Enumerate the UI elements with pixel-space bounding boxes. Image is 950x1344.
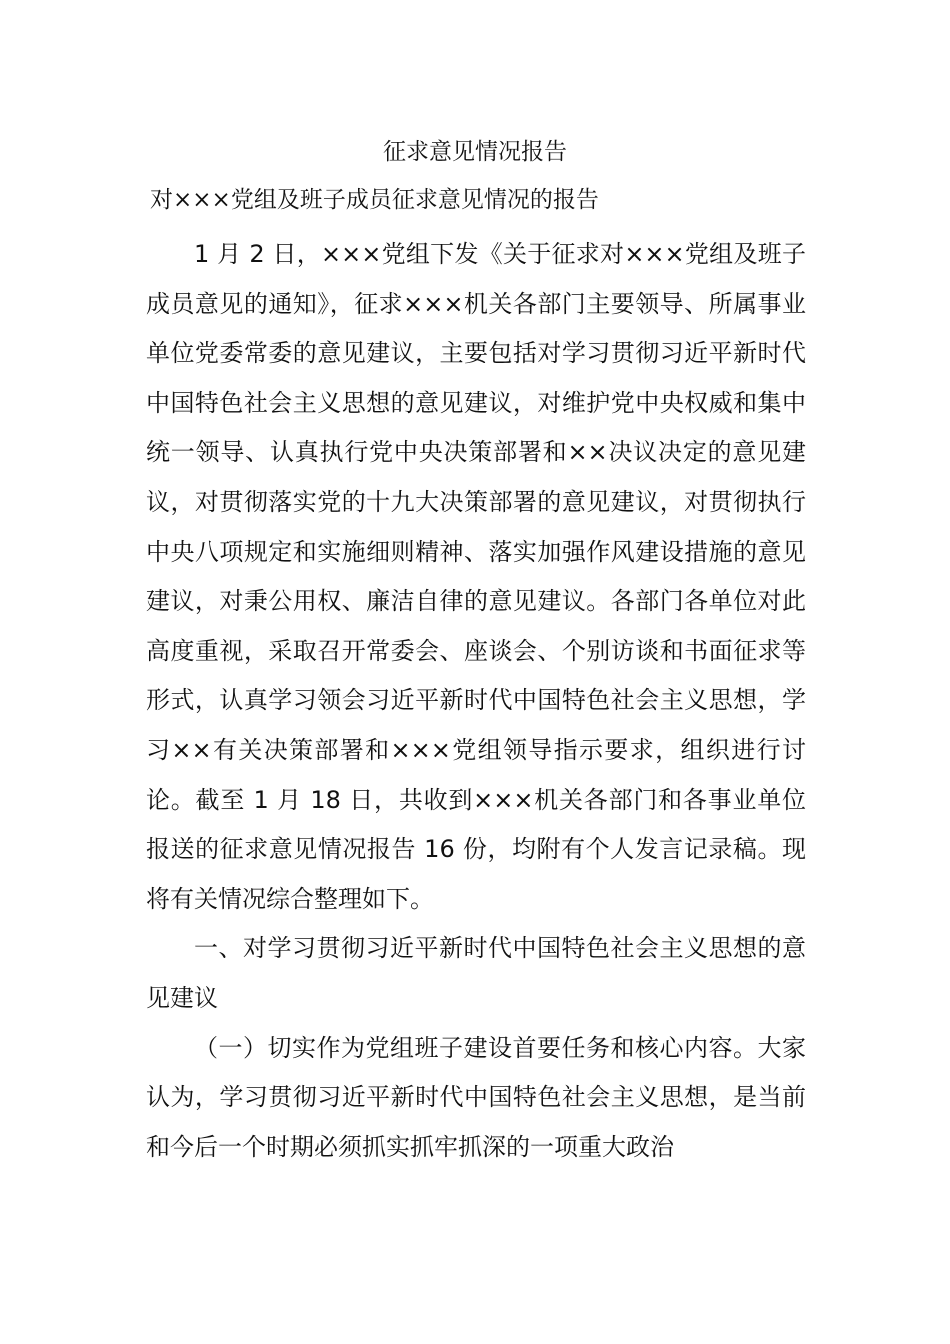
document-subtitle: 对×××党组及班子成员征求意见情况的报告 bbox=[150, 187, 599, 213]
document-title: 征求意见情况报告 bbox=[383, 139, 567, 165]
section-heading-1: 一、对学习贯彻习近平新时代中国特色社会主义思想的意见建议 bbox=[146, 934, 806, 1012]
paragraph-subsection-1: （一）切实作为党组班子建设首要任务和核心内容。大家认为，学习贯彻习近平新时代中国特色社会主义思想，是当前和今后一个时期必须抓实抓牢抓深的一项重大政治 bbox=[146, 1033, 806, 1161]
paragraph-intro: 1 月 2 日，×××党组下发《关于征求对×××党组及班子成员意见的通知》，征求×××机关各部门主要领导、所属事业单位党委常委的意见建议，主要包括对学习贯彻习近平新时代中国特色社会主义思想的意见建议，对维护党中央权威和集中统一领导、认真执行党中央决策部署和××决议决定的意见建议，对贯彻落实党的十九大决策部署的意见建议，对贯彻执行中央八项规定和实施细则精神、落实加强作风建设措施的意见建议，对秉公用权、廉洁自律的意见建议。各部门各单位对此高度重视，采取召开常委会、座谈会、个别访谈和书面征求等形式，认真学习领会习近平新时代中国特色社会主义思想，学习××有关决策部署和×××党组领导指示要求，组织进行讨论。截至 1 月 18 日，共收到×××机关各部门和各事业单位报送的征求意见情况报告 16 份，均附有个人发言记录稿。现将有关情况综合整理如下。 bbox=[146, 240, 806, 913]
document-body bbox=[146, 230, 806, 1172]
